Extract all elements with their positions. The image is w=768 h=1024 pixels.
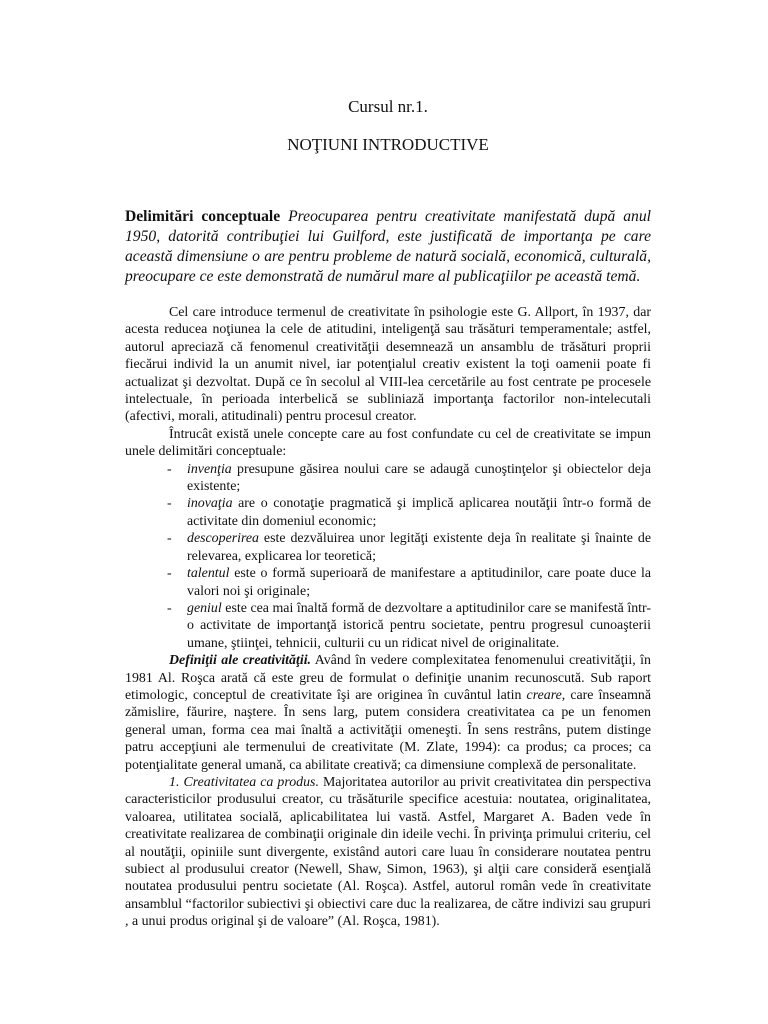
definitions-text-2: care înseamnă zămislire, făurire, naştere. În sens larg, putem considera creativitatea ca pe un fenomen general uman, forma cea mai înaltă a activităţii omeneşti. În sens restrâns, putem distinge patru accepţiuni ale termenului de creativitate (M. Zlate, 1994): ca produs; ca proces; ca potenţialitate general umană, ca abilitate creativă; ca dimensiune complexă de personalitate. — [125, 687, 651, 773]
list-dash: - — [167, 600, 172, 616]
list-dash: - — [167, 461, 172, 477]
body-text — [125, 304, 651, 931]
intro-label: Delimitări conceptuale — [125, 208, 281, 225]
list-item — [125, 461, 651, 496]
list-term: geniul — [187, 600, 222, 616]
list-text: este o formă superioară de manifestare a aptitudinilor, care poate duce la valori noi şi originale; — [187, 566, 651, 599]
definitions-latin-term: creare, — [526, 687, 566, 703]
definitions-label: Definiţii ale creativităţii. — [169, 653, 312, 669]
list-term: invenţia — [187, 461, 232, 477]
list-item — [125, 600, 651, 652]
list-item — [125, 565, 651, 600]
list-dash: - — [167, 531, 172, 547]
product-text: Majoritatea autorilor au privit creativitatea din perspectiva caracteristicilor produsului creator, cu trăsăturile specifice acestuia: noutatea, originalitatea, valoarea, utilitatea socială, aplicabilitatea lui vastă. Astfel, Margaret A. Baden vede în creativitate realizarea de combinaţii originale din ideile vechi. În privinţa primului criteriu, cel al noutăţii, opiniile sunt divergente, existând autori care luau în considerare noutatea pentru subiect al produsului creator (Newell, Shaw, Simon, 1963), şi alţii care consideră esenţială noutatea produsului pentru societate (Al. Roşca). Astfel, autorul român vede în creativitate ansamblul “factorilor subiectivi şi obiectivi care duc la realizarea, de către indivizi sau grupuri , a unui produs original şi de valoare” (Al. Roşca, 1981). — [125, 774, 651, 930]
list-text: presupune găsirea noului care se adaugă cunoştinţelor şi obiectelor deja existente; — [187, 461, 651, 495]
paragraph-product — [125, 774, 651, 931]
paragraph-allport: Cel care introduce termenul de creativitate în psihologie este G. Allport, în 1937, dar acesta reducea noţiunea la cele de atitudini, inteligenţă sau trăsături temperamentale; astfel, autorul apreciază că fenomenul creativităţii desemnează un ansamblu de trăsături proprii fiecărui individ la un anumit nivel, iar potenţialul creativ existent la toţi oamenii poate fi actualizat şi dezvoltat. După ce în secolul al VIII-lea cercetările au fost centrate pe procesele intelectuale, în perioada interbelică se subliniază importanţa factorilor non-intelecutali (afectivi, morali, atitudinali) pentru procesul creator. — [125, 305, 651, 425]
list-item — [125, 530, 651, 565]
list-term: inovaţia — [187, 496, 233, 512]
paragraph-definitions — [125, 652, 651, 774]
list-term: talentul — [187, 566, 230, 582]
list-dash: - — [167, 496, 172, 512]
list-term: descoperirea — [187, 531, 260, 547]
list-text: are o conotaţie pragmatică şi implică aplicarea noutăţii într-o formă de activitate din domeniul economic; — [187, 496, 651, 529]
concept-list — [125, 461, 651, 652]
list-item — [125, 495, 651, 530]
chapter-heading: NOŢIUNI INTRODUCTIVE — [287, 135, 489, 154]
intro-text: Preocuparea pentru creativitate manifestată după anul 1950, datorită contribuţiei lui Guilford, este justificată de importanţa pe care această dimensiune o are pentru probleme de natură socială, economică, culturală, preocupare ce este demonstrată de numărul mare al publicaţiilor pe această temă. — [125, 208, 651, 285]
list-dash: - — [167, 566, 172, 582]
product-label: 1. Creativitatea ca produs. — [169, 774, 319, 790]
list-text: este cea mai înaltă formă de dezvoltare a aptitudinilor care se manifestă într-o activitate de importanţă istorică pentru societate, pentru progresul cunoaşterii umane, ştiinţei, tehnicii, culturii cu un ridicat nivel de originalitate. — [187, 600, 651, 651]
list-text: este dezvăluirea unor legităţi existente deja în realitate şi înainte de relevarea, explicarea lor teoretică; — [187, 531, 651, 564]
intro-paragraph — [125, 207, 651, 287]
paragraph-delimitations: Întrucât există unele concepte care au fost confundate cu cel de creativitate se impun unele delimitări conceptuale: — [125, 426, 651, 460]
course-number: Cursul nr.1. — [348, 97, 428, 116]
definitions-text-1: Având în vedere complexitatea fenomenului creativităţii, în 1981 Al. Roşca arată că este greu de formulat o definiţie unanim recunoscută. Sub raport etimologic, conceptul de creativitate îşi are originea în cuvântul latin — [125, 653, 651, 703]
